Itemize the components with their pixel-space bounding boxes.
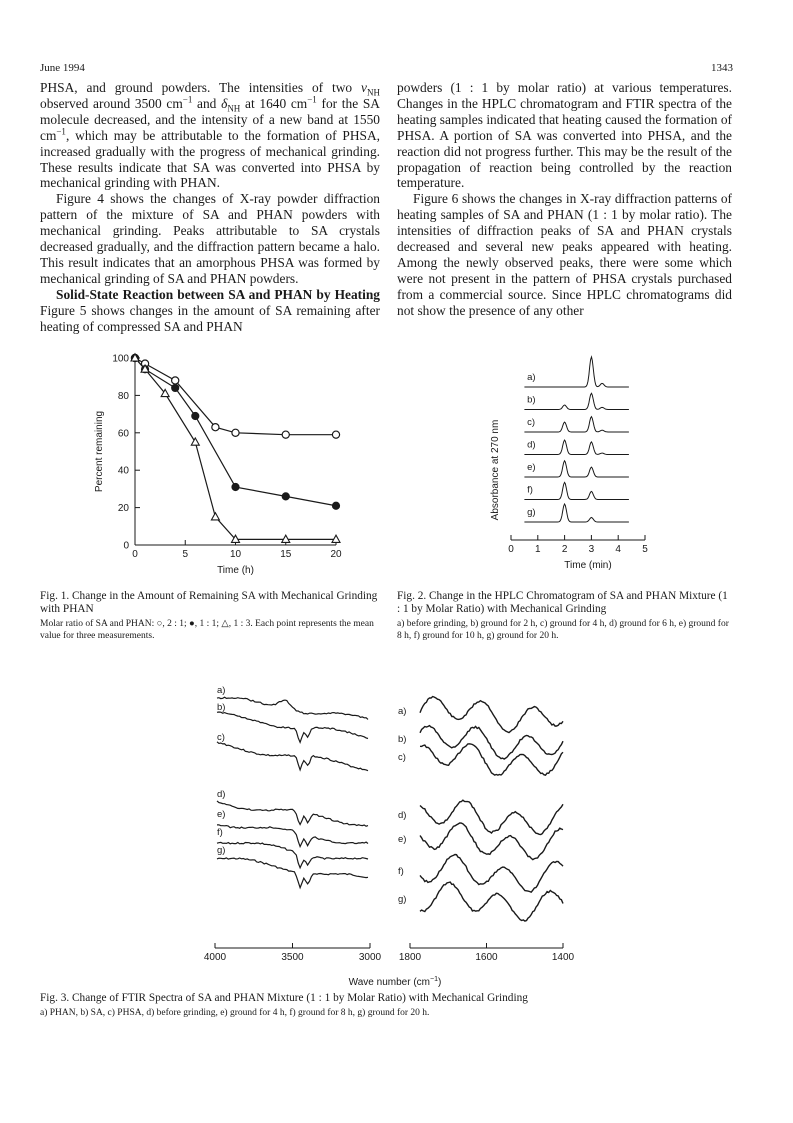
data-point-open-circle bbox=[212, 424, 219, 431]
figure-2-chart bbox=[480, 345, 660, 580]
y-tick-label: 60 bbox=[117, 428, 129, 440]
ftir-trace-label-right: c) bbox=[398, 752, 406, 763]
x-tick-label: 2 bbox=[561, 544, 568, 555]
ftir-trace-label-right: b) bbox=[398, 734, 407, 745]
trace-label: b) bbox=[527, 394, 536, 406]
trace-label: g) bbox=[527, 507, 536, 518]
figure-1-svg bbox=[88, 350, 358, 585]
x-tick-label: 3 bbox=[588, 544, 595, 555]
y-tick-label: 100 bbox=[112, 353, 129, 365]
running-header-date: June 1994 bbox=[40, 62, 85, 74]
data-point-filled-circle bbox=[282, 493, 289, 500]
x-axis-label: Time (h) bbox=[217, 565, 254, 576]
chromatogram-trace-7 bbox=[524, 504, 629, 522]
x-tick-label: 20 bbox=[330, 549, 342, 560]
x-tick-label: 4000 bbox=[203, 952, 227, 963]
chromatogram-trace-3 bbox=[524, 417, 629, 432]
ftir-trace-label-left: a) bbox=[217, 685, 226, 696]
page-number: 1343 bbox=[711, 62, 733, 74]
ftir-trace-label-left: e) bbox=[217, 809, 226, 820]
data-point-open-circle bbox=[172, 377, 179, 384]
data-point-filled-circle bbox=[172, 384, 179, 391]
chromatogram-trace-4 bbox=[524, 440, 629, 454]
paragraph-ftir-results: PHSA, and ground powders. The intensities of two $\nu_{NH}$ observed around 3500 $cm^{-1}$ and $\delta_{NH}$ at 1640 $cm^{-1}$ for the SA molecule decreased, and the intensity of a new band at 1550 $cm^{-1}$, which may be attributable to the formation of PHSA, increased gradually with the progress of mechanical grinding. These results indicate that SA was converted into PHSA by mechanical grinding with PHAN. bbox=[40, 80, 380, 191]
x-axis-label: Time (min) bbox=[564, 560, 612, 571]
y-tick-label: 20 bbox=[117, 503, 129, 515]
x-tick-label: 4 bbox=[615, 544, 621, 555]
figure-2-svg bbox=[480, 345, 660, 580]
chromatogram-trace-1 bbox=[524, 357, 629, 387]
x-tick-label: 15 bbox=[280, 549, 292, 560]
x-tick-label: 5 bbox=[182, 549, 189, 560]
x-tick-label: 3000 bbox=[358, 952, 382, 963]
data-point-open-circle bbox=[282, 431, 289, 438]
x-tick-label: 5 bbox=[642, 544, 648, 555]
ftir-trace-label-right: e) bbox=[398, 834, 407, 845]
chromatogram-trace-6 bbox=[524, 482, 629, 499]
ftir-trace-label-left: g) bbox=[217, 845, 226, 856]
ftir-trace-label-left: c) bbox=[217, 732, 225, 743]
x-tick-label: 1800 bbox=[398, 952, 422, 963]
series-line-3 bbox=[135, 358, 336, 539]
paragraph-xray-heating: Figure 6 shows the changes in X-ray diffraction patterns of heating samples of SA and PHAN (1 : 1 by molar ratio). The intensities of diffraction peaks of SA and PHAN crystals decreased and several new peaks appeared with heating. Among the newly observed peaks, there were some which were not present in the pattern of PHSA crystals purchased from a commercial source. Since HPLC chromatograms did not show the presence of any other bbox=[397, 191, 732, 318]
trace-label: a) bbox=[527, 372, 536, 383]
x-tick-label: 0 bbox=[132, 549, 138, 560]
ftir-trace-right-5 bbox=[420, 823, 563, 860]
paragraph-xray-grinding: Figure 4 shows the changes of X-ray powder diffraction pattern of the mixture of SA and PHAN powders with mechanical grinding. Peaks attributable to SA crystals decreased gradually, and the diffraction pattern became a halo. This result indicates that an amorphous PHSA was formed by mechanical grinding of SA and PHAN powders. bbox=[40, 191, 380, 286]
ftir-trace-label-left: b) bbox=[217, 702, 226, 713]
ftir-trace-left-6 bbox=[217, 842, 368, 867]
figure-3-caption: Fig. 3. Change of FTIR Spectra of SA and PHAN Mixture (1 : 1 by Molar Ratio) with Mechanical Grinding a) PHAN, b) SA, c) PHSA, d) before grinding, e) ground for 4 h, f) ground for 8 h, g) ground for 20 h. bbox=[40, 992, 528, 1018]
chromatogram-trace-2 bbox=[524, 393, 629, 409]
paragraph-heating-results: powders (1 : 1 by molar ratio) at various temperatures. Changes in the HPLC chromatogram and FTIR spectra of the heating samples indicated that heating caused the formation of PHSA. A portion of SA was converted into PHSA, and the reaction did not progress further. This may be the result of the propagation of reaction being controlled by the reaction temperature. bbox=[397, 80, 732, 191]
data-point-filled-circle bbox=[332, 502, 339, 509]
ftir-trace-label-right: a) bbox=[398, 706, 407, 717]
trace-label: f) bbox=[527, 484, 533, 496]
ftir-trace-left-3 bbox=[217, 742, 368, 771]
ftir-trace-left-4 bbox=[217, 801, 368, 826]
y-axis-label: Percent remaining bbox=[94, 410, 105, 493]
ftir-trace-right-7 bbox=[420, 882, 563, 921]
x-tick-label: 1 bbox=[535, 544, 541, 555]
x-tick-label: 1400 bbox=[551, 952, 575, 963]
trace-label: e) bbox=[527, 462, 536, 473]
y-tick-label: 40 bbox=[117, 465, 129, 477]
trace-label: d) bbox=[527, 439, 536, 451]
data-point-open-triangle bbox=[211, 513, 219, 520]
ftir-trace-right-1 bbox=[420, 697, 563, 733]
data-point-filled-circle bbox=[192, 412, 199, 419]
data-point-filled-circle bbox=[232, 483, 239, 490]
ftir-trace-left-2 bbox=[217, 712, 368, 742]
x-tick-label: 0 bbox=[508, 544, 514, 555]
ftir-trace-right-6 bbox=[420, 855, 563, 893]
x-tick-label: 3500 bbox=[281, 952, 304, 963]
figure-1-chart bbox=[88, 350, 358, 585]
text-column-right bbox=[397, 80, 732, 319]
x-tick-label: 1600 bbox=[475, 952, 498, 963]
trace-label: c) bbox=[527, 417, 536, 428]
y-tick-label: 80 bbox=[117, 390, 129, 402]
figure-2-caption: Fig. 2. Change in the HPLC Chromatogram of SA and PHAN Mixture (1 : 1 by Molar Ratio) with Mechanical Grinding a) before grinding, b) ground for 2 h, c) ground for 4 h, d) ground for 6 h, e) ground for 8 h, f) ground for 10 h, g) ground for 20 h. bbox=[397, 590, 729, 641]
section-heading: Solid-State Reaction between SA and PHAN by Heating bbox=[56, 286, 380, 302]
figure-3-svg bbox=[195, 650, 595, 988]
paragraph-heating-intro: Solid-State Reaction between SA and PHAN by Heating Figure 5 shows changes in the amount of SA remaining after heating of compressed SA and PHAN bbox=[40, 286, 380, 334]
ftir-trace-left-7 bbox=[217, 858, 368, 888]
figure-3-chart bbox=[195, 650, 595, 988]
data-point-open-triangle bbox=[191, 438, 199, 445]
ftir-trace-label-right: d) bbox=[398, 810, 407, 821]
x-tick-label: 10 bbox=[229, 549, 242, 560]
ftir-trace-right-4 bbox=[420, 800, 563, 834]
figure-1-caption: Fig. 1. Change in the Amount of Remaining SA with Mechanical Grinding with PHAN Molar ratio of SA and PHAN: ○, 2 : 1; ●, 1 : 1; △, 1 : 3. Each point represents the mean value for three measurements. bbox=[40, 590, 378, 641]
ftir-trace-label-right: g) bbox=[398, 894, 407, 905]
ftir-trace-right-2 bbox=[420, 726, 563, 760]
ftir-trace-label-right: f) bbox=[398, 866, 404, 877]
y-tick-label: 0 bbox=[123, 540, 129, 552]
y-axis-label: Absorbance at 270 nm bbox=[490, 419, 501, 521]
figure-3-xlabel: Wave number $(cm^{-1})$ bbox=[348, 976, 442, 988]
chromatogram-trace-5 bbox=[524, 461, 629, 477]
ftir-trace-label-left: d) bbox=[217, 789, 226, 800]
data-point-open-circle bbox=[332, 431, 339, 438]
data-point-open-circle bbox=[232, 429, 239, 436]
ftir-trace-label-left: f) bbox=[217, 827, 223, 838]
text-column-left bbox=[40, 80, 380, 335]
